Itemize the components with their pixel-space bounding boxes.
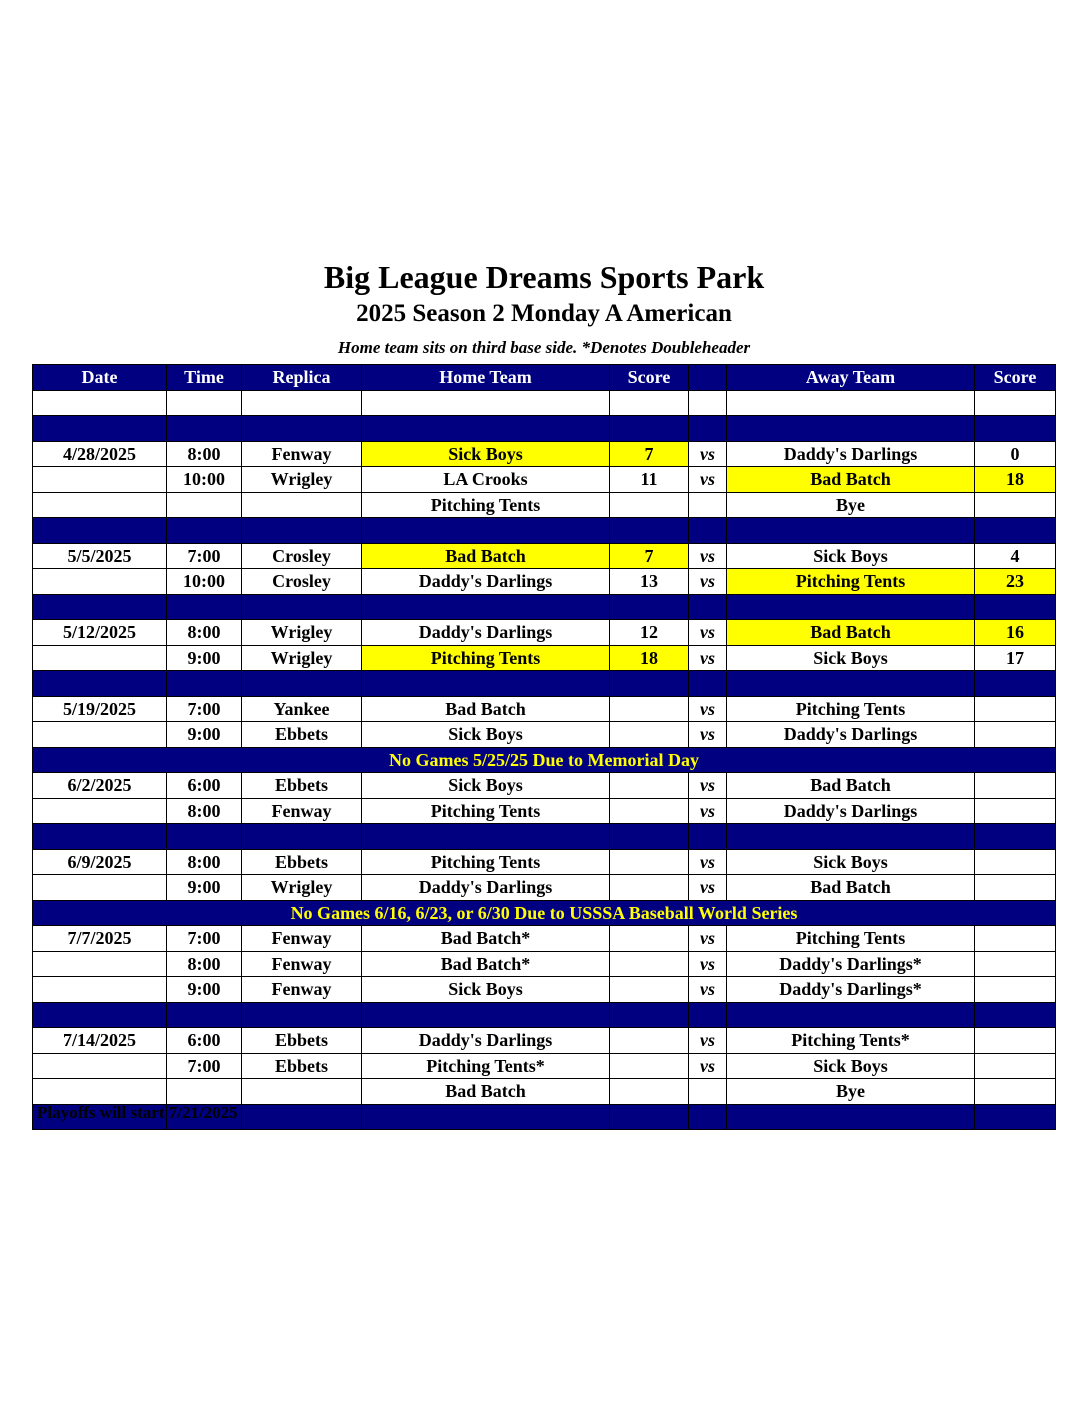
cell-time	[167, 390, 242, 416]
game-row	[33, 492, 1056, 518]
cell-date	[33, 875, 167, 901]
cell-vs: vs	[689, 441, 727, 467]
cell-away-team: Daddy's Darlings	[727, 722, 975, 748]
cell-away-team	[727, 416, 975, 442]
cell-away-team	[727, 518, 975, 544]
cell-away-score	[975, 798, 1056, 824]
cell-time	[167, 594, 242, 620]
game-row	[33, 875, 1056, 901]
cell-away-team: Pitching Tents	[727, 926, 975, 952]
cell-time: 7:00	[167, 696, 242, 722]
cell-home-score	[610, 798, 689, 824]
cell-away-team: Daddy's Darlings*	[727, 951, 975, 977]
cell-away-score	[975, 1002, 1056, 1028]
cell-date	[33, 1079, 167, 1105]
cell-home-score	[610, 594, 689, 620]
col-header-away-team: Away Team	[727, 365, 975, 391]
cell-replica	[242, 1104, 362, 1130]
cell-time: 8:00	[167, 620, 242, 646]
cell-home-score: 11	[610, 467, 689, 493]
cell-home-team: Bad Batch	[362, 543, 610, 569]
cell-vs: vs	[689, 467, 727, 493]
cell-away-score	[975, 1028, 1056, 1054]
cell-replica	[242, 416, 362, 442]
cell-replica	[242, 1002, 362, 1028]
cell-replica: Fenway	[242, 441, 362, 467]
cell-date	[33, 951, 167, 977]
cell-home-score: 12	[610, 620, 689, 646]
cell-away-team: Sick Boys	[727, 1053, 975, 1079]
cell-away-team: Daddy's Darlings	[727, 441, 975, 467]
cell-away-team: Daddy's Darlings	[727, 798, 975, 824]
cell-date: 7/7/2025	[33, 926, 167, 952]
cell-away-team: Bye	[727, 492, 975, 518]
cell-home-team: Sick Boys	[362, 977, 610, 1003]
separator-row	[33, 594, 1056, 620]
cell-home-team: Sick Boys	[362, 773, 610, 799]
game-row	[33, 1053, 1056, 1079]
cell-home-team	[362, 671, 610, 697]
cell-time	[167, 824, 242, 850]
cell-home-score	[610, 671, 689, 697]
cell-home-team: Bad Batch*	[362, 951, 610, 977]
cell-away-team: Sick Boys	[727, 543, 975, 569]
cell-away-team	[727, 824, 975, 850]
separator-row	[33, 671, 1056, 697]
cell-replica: Fenway	[242, 951, 362, 977]
col-header-replica: Replica	[242, 365, 362, 391]
cell-away-score	[975, 773, 1056, 799]
notice-text: No Games 5/25/25 Due to Memorial Day	[33, 747, 1056, 773]
cell-away-score	[975, 951, 1056, 977]
cell-away-team	[727, 594, 975, 620]
cell-time: 10:00	[167, 467, 242, 493]
cell-away-score: 18	[975, 467, 1056, 493]
cell-time: 9:00	[167, 645, 242, 671]
cell-vs: vs	[689, 977, 727, 1003]
cell-date	[33, 645, 167, 671]
cell-replica	[242, 1079, 362, 1105]
col-header-home-score: Score	[610, 365, 689, 391]
cell-date: 6/2/2025	[33, 773, 167, 799]
cell-away-score	[975, 926, 1056, 952]
cell-away-score	[975, 492, 1056, 518]
game-row	[33, 620, 1056, 646]
cell-away-team: Bad Batch	[727, 773, 975, 799]
cell-home-team: Bad Batch	[362, 696, 610, 722]
cell-away-score	[975, 1104, 1056, 1130]
cell-away-score: 16	[975, 620, 1056, 646]
col-header-time: Time	[167, 365, 242, 391]
cell-home-score	[610, 875, 689, 901]
cell-home-team: Pitching Tents	[362, 849, 610, 875]
game-row	[33, 722, 1056, 748]
cell-time: 7:00	[167, 926, 242, 952]
cell-away-team: Bye	[727, 1079, 975, 1105]
cell-vs: vs	[689, 875, 727, 901]
game-row	[33, 773, 1056, 799]
game-row	[33, 977, 1056, 1003]
page-title: Big League Dreams Sports Park	[323, 259, 765, 295]
cell-vs: vs	[689, 722, 727, 748]
cell-date	[33, 671, 167, 697]
cell-away-score	[975, 696, 1056, 722]
cell-time: 7:00	[167, 543, 242, 569]
cell-home-team: Sick Boys	[362, 722, 610, 748]
cell-home-team: LA Crooks	[362, 467, 610, 493]
cell-replica	[242, 492, 362, 518]
cell-away-score	[975, 594, 1056, 620]
separator-row	[33, 416, 1056, 442]
cell-home-score	[610, 849, 689, 875]
cell-away-team	[727, 1002, 975, 1028]
cell-time	[167, 518, 242, 544]
cell-date	[33, 798, 167, 824]
cell-date: 4/28/2025	[33, 441, 167, 467]
cell-home-score: 7	[610, 543, 689, 569]
cell-home-score	[610, 1079, 689, 1105]
cell-date	[33, 390, 167, 416]
cell-replica	[242, 671, 362, 697]
cell-vs: vs	[689, 951, 727, 977]
cell-replica	[242, 390, 362, 416]
cell-date: 6/9/2025	[33, 849, 167, 875]
cell-vs: vs	[689, 1028, 727, 1054]
cell-away-team: Pitching Tents	[727, 696, 975, 722]
game-row	[33, 1028, 1056, 1054]
cell-away-score	[975, 849, 1056, 875]
cell-vs: vs	[689, 645, 727, 671]
cell-date: 5/19/2025	[33, 696, 167, 722]
cell-date	[33, 722, 167, 748]
separator-row	[33, 518, 1056, 544]
cell-away-score	[975, 977, 1056, 1003]
cell-away-score	[975, 416, 1056, 442]
cell-replica: Ebbets	[242, 722, 362, 748]
cell-vs	[689, 1079, 727, 1105]
cell-away-team	[727, 390, 975, 416]
cell-date: 5/5/2025	[33, 543, 167, 569]
cell-vs	[689, 1104, 727, 1130]
cell-home-score	[610, 824, 689, 850]
cell-vs: vs	[689, 569, 727, 595]
cell-away-score: 4	[975, 543, 1056, 569]
cell-replica: Yankee	[242, 696, 362, 722]
cell-away-score	[975, 671, 1056, 697]
cell-time: 9:00	[167, 875, 242, 901]
cell-home-team: Pitching Tents	[362, 798, 610, 824]
cell-home-score	[610, 390, 689, 416]
cell-vs	[689, 1002, 727, 1028]
cell-away-score	[975, 518, 1056, 544]
cell-date: 5/12/2025	[33, 620, 167, 646]
game-row	[33, 467, 1056, 493]
cell-home-team: Daddy's Darlings	[362, 875, 610, 901]
schedule-note: Home team sits on third base side. *Denotes Doubleheader	[337, 338, 751, 357]
cell-replica: Wrigley	[242, 645, 362, 671]
cell-home-team	[362, 390, 610, 416]
cell-date	[33, 594, 167, 620]
game-row	[33, 798, 1056, 824]
cell-replica	[242, 518, 362, 544]
cell-vs: vs	[689, 849, 727, 875]
cell-home-score	[610, 773, 689, 799]
cell-away-team: Pitching Tents*	[727, 1028, 975, 1054]
cell-home-team	[362, 594, 610, 620]
cell-replica: Wrigley	[242, 620, 362, 646]
cell-home-team: Daddy's Darlings	[362, 569, 610, 595]
cell-away-score: 17	[975, 645, 1056, 671]
col-header-vs	[689, 365, 727, 391]
cell-home-team: Daddy's Darlings	[362, 1028, 610, 1054]
cell-replica: Ebbets	[242, 849, 362, 875]
game-row	[33, 1079, 1056, 1105]
cell-home-score	[610, 416, 689, 442]
cell-vs: vs	[689, 773, 727, 799]
cell-replica	[242, 594, 362, 620]
cell-time	[167, 492, 242, 518]
blank-row	[33, 390, 1056, 416]
cell-home-team: Pitching Tents*	[362, 1053, 610, 1079]
game-row	[33, 696, 1056, 722]
cell-away-team: Bad Batch	[727, 875, 975, 901]
col-header-home-team: Home Team	[362, 365, 610, 391]
cell-replica	[242, 824, 362, 850]
cell-vs	[689, 518, 727, 544]
cell-home-score: 18	[610, 645, 689, 671]
cell-vs	[689, 824, 727, 850]
cell-away-team: Bad Batch	[727, 467, 975, 493]
cell-time	[167, 1079, 242, 1105]
game-row	[33, 441, 1056, 467]
cell-vs	[689, 594, 727, 620]
cell-away-score: 23	[975, 569, 1056, 595]
cell-home-team	[362, 518, 610, 544]
game-row	[33, 569, 1056, 595]
cell-time: 8:00	[167, 951, 242, 977]
cell-away-score	[975, 1053, 1056, 1079]
cell-home-team	[362, 1104, 610, 1130]
game-row	[33, 951, 1056, 977]
cell-home-score	[610, 926, 689, 952]
cell-date	[33, 977, 167, 1003]
game-row	[33, 849, 1056, 875]
cell-replica: Ebbets	[242, 1028, 362, 1054]
cell-home-team	[362, 1002, 610, 1028]
cell-date	[33, 467, 167, 493]
cell-time: 6:00	[167, 773, 242, 799]
cell-away-score	[975, 390, 1056, 416]
cell-home-team	[362, 824, 610, 850]
cell-home-score: 13	[610, 569, 689, 595]
cell-date: 7/14/2025	[33, 1028, 167, 1054]
cell-date	[33, 1053, 167, 1079]
separator-row	[33, 1002, 1056, 1028]
cell-vs: vs	[689, 543, 727, 569]
cell-home-team: Bad Batch*	[362, 926, 610, 952]
game-row	[33, 543, 1056, 569]
notice-text: No Games 6/16, 6/23, or 6/30 Due to USSSA Baseball World Series	[33, 900, 1056, 926]
cell-away-team	[727, 671, 975, 697]
cell-date	[33, 416, 167, 442]
playoffs-note: Playoffs will start 7/21/2025	[37, 1103, 238, 1122]
cell-replica: Fenway	[242, 977, 362, 1003]
cell-vs: vs	[689, 1053, 727, 1079]
game-row	[33, 926, 1056, 952]
cell-home-score	[610, 1028, 689, 1054]
cell-away-score: 0	[975, 441, 1056, 467]
cell-home-score	[610, 696, 689, 722]
cell-home-score	[610, 1053, 689, 1079]
cell-replica: Crosley	[242, 569, 362, 595]
schedule-table	[32, 364, 1056, 1130]
cell-home-score	[610, 951, 689, 977]
cell-time	[167, 416, 242, 442]
cell-date	[33, 518, 167, 544]
schedule-body	[33, 390, 1056, 1130]
cell-vs: vs	[689, 798, 727, 824]
cell-time	[167, 671, 242, 697]
cell-time: 9:00	[167, 722, 242, 748]
cell-home-score	[610, 518, 689, 544]
cell-date	[33, 569, 167, 595]
cell-home-score: 7	[610, 441, 689, 467]
cell-home-team: Pitching Tents	[362, 645, 610, 671]
cell-away-team: Sick Boys	[727, 849, 975, 875]
cell-replica: Fenway	[242, 926, 362, 952]
cell-time	[167, 1002, 242, 1028]
cell-home-team: Bad Batch	[362, 1079, 610, 1105]
cell-vs	[689, 416, 727, 442]
cell-time: 7:00	[167, 1053, 242, 1079]
cell-time: 10:00	[167, 569, 242, 595]
col-header-away-score: Score	[975, 365, 1056, 391]
cell-home-score	[610, 1104, 689, 1130]
separator-row	[33, 824, 1056, 850]
cell-home-score	[610, 1002, 689, 1028]
cell-away-team: Daddy's Darlings*	[727, 977, 975, 1003]
cell-vs	[689, 671, 727, 697]
cell-home-team	[362, 416, 610, 442]
cell-vs	[689, 492, 727, 518]
cell-away-score	[975, 722, 1056, 748]
notice-row	[33, 900, 1056, 926]
cell-home-score	[610, 492, 689, 518]
cell-home-team: Sick Boys	[362, 441, 610, 467]
cell-replica: Fenway	[242, 798, 362, 824]
cell-away-team	[727, 1104, 975, 1130]
header-row	[33, 365, 1056, 391]
cell-home-score	[610, 977, 689, 1003]
cell-away-team: Bad Batch	[727, 620, 975, 646]
cell-date	[33, 492, 167, 518]
cell-replica: Ebbets	[242, 1053, 362, 1079]
cell-vs: vs	[689, 926, 727, 952]
cell-time: 9:00	[167, 977, 242, 1003]
cell-date	[33, 824, 167, 850]
cell-vs: vs	[689, 696, 727, 722]
page-subtitle: 2025 Season 2 Monday A American	[356, 300, 732, 327]
cell-away-score	[975, 824, 1056, 850]
cell-time: 8:00	[167, 441, 242, 467]
game-row	[33, 645, 1056, 671]
cell-vs: vs	[689, 620, 727, 646]
cell-date	[33, 1002, 167, 1028]
cell-replica: Wrigley	[242, 875, 362, 901]
cell-vs	[689, 390, 727, 416]
cell-replica: Wrigley	[242, 467, 362, 493]
cell-time: 8:00	[167, 849, 242, 875]
cell-time: 6:00	[167, 1028, 242, 1054]
cell-time: 8:00	[167, 798, 242, 824]
cell-home-score	[610, 722, 689, 748]
cell-home-team: Pitching Tents	[362, 492, 610, 518]
notice-row	[33, 747, 1056, 773]
cell-away-score	[975, 875, 1056, 901]
cell-replica: Crosley	[242, 543, 362, 569]
cell-replica: Ebbets	[242, 773, 362, 799]
cell-away-score	[975, 1079, 1056, 1105]
cell-home-team: Daddy's Darlings	[362, 620, 610, 646]
col-header-date: Date	[33, 365, 167, 391]
cell-away-team: Sick Boys	[727, 645, 975, 671]
cell-away-team: Pitching Tents	[727, 569, 975, 595]
